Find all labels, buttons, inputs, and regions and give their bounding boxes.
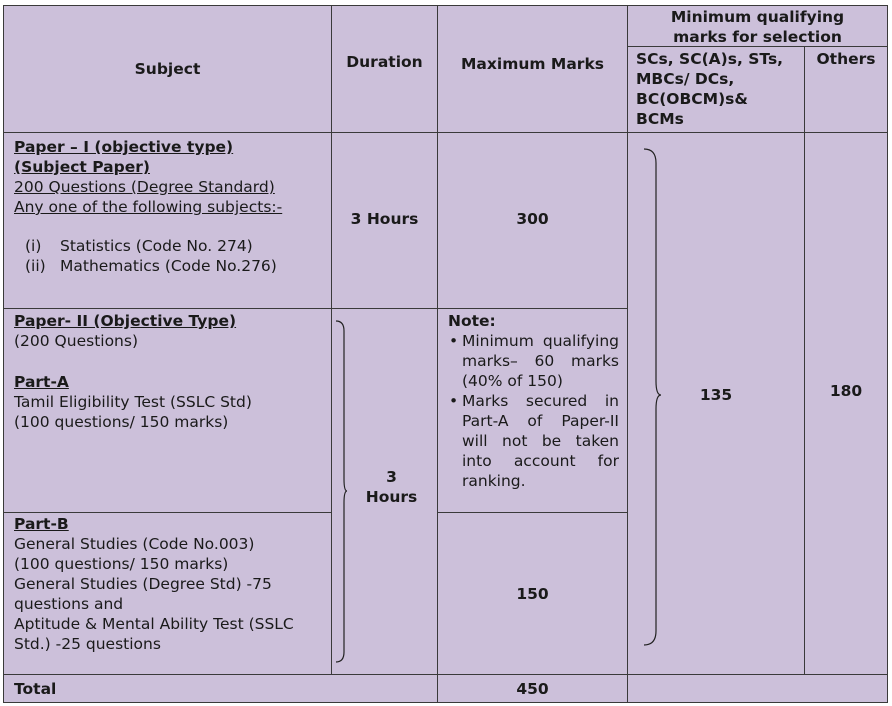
paper1-questions: 200 Questions (Degree Standard) <box>14 178 275 196</box>
subject-name: Statistics (Code No. 274) <box>60 237 253 255</box>
paper1-subject-item <box>14 256 325 276</box>
part-b-title: Part-B <box>14 515 69 533</box>
min-marks-others-value: 180 <box>829 382 863 400</box>
paper1-title: Paper – I (objective type) <box>14 138 234 156</box>
header-others <box>804 46 888 133</box>
subject-name: Mathematics (Code No.276) <box>60 257 277 275</box>
part-a-line1: Tamil Eligibility Test (SSLC Std) <box>14 393 252 411</box>
paper1-duration <box>331 132 438 309</box>
total-label-text: Total <box>14 680 57 698</box>
part-b-line1: General Studies (Code No.003) <box>14 535 255 553</box>
paper2-title: Paper- II (Objective Type) <box>14 312 237 330</box>
header-others-label: Others <box>816 50 876 68</box>
header-min-qualifying <box>627 5 888 47</box>
community-line3: BC(OBCM)s& <box>636 90 748 108</box>
part-b-line5: Aptitude & Mental Ability Test (SSLC <box>14 615 294 633</box>
min-marks-community-value: 135 <box>699 386 733 404</box>
part-b-line4: questions and <box>14 595 124 613</box>
community-line4: BCMs <box>636 110 684 128</box>
total-marks-value: 450 <box>516 679 549 698</box>
paper1-max-marks <box>437 132 628 309</box>
header-max-marks <box>437 5 628 133</box>
paper1-choose: Any one of the following subjects:- <box>14 198 283 216</box>
part-a-title: Part-A <box>14 373 69 391</box>
min-qual-line1: Minimum qualifying <box>670 8 845 26</box>
subject-num: (i) <box>25 237 42 255</box>
paper1-max-marks-value: 300 <box>516 209 549 228</box>
subject-num: (ii) <box>25 257 46 275</box>
min-marks-others <box>804 132 888 675</box>
paper1-subject-item <box>14 236 325 256</box>
header-duration <box>331 5 438 133</box>
community-line1: SCs, SC(A)s, STs, <box>636 50 784 68</box>
paper2-note <box>437 308 628 513</box>
paper2-duration <box>331 308 438 675</box>
part-b-line2: (100 questions/ 150 marks) <box>14 555 229 573</box>
header-max-marks-label: Maximum Marks <box>461 55 604 73</box>
note-list <box>448 331 619 491</box>
header-subject <box>3 5 332 133</box>
paper2-max-marks-value: 150 <box>516 584 549 603</box>
community-line2: MBCs/ DCs, <box>636 70 735 88</box>
paper2-max-marks <box>437 512 628 675</box>
total-label <box>3 674 438 703</box>
paper2-duration-line2: Hours <box>365 488 418 506</box>
note-item: • Marks secured in Part-A of Paper-II will not be taken into account for ranking. <box>462 391 619 491</box>
paper2-questions: (200 Questions) <box>14 332 139 350</box>
part-b-line6: Std.) -25 questions <box>14 635 161 653</box>
min-qual-line2: marks for selection <box>673 28 842 46</box>
note-label: Note: <box>448 312 496 330</box>
min-marks-community <box>627 132 805 675</box>
part-b-line3: General Studies (Degree Std) -75 <box>14 575 272 593</box>
paper2-part-a-subject <box>3 308 332 513</box>
paper1-subject <box>3 132 332 309</box>
header-duration-label: Duration <box>346 53 423 71</box>
part-a-line2: (100 questions/ 150 marks) <box>14 413 229 431</box>
total-empty <box>627 674 888 703</box>
header-community <box>627 46 805 133</box>
paper2-part-b-subject <box>3 512 332 675</box>
paper1-subtitle: (Subject Paper) <box>14 158 150 176</box>
note-item: • Minimum qualifying marks– 60 marks (40% of 150) <box>462 331 619 391</box>
paper2-duration-line1: 3 <box>386 468 397 486</box>
paper1-duration-value: 3 Hours <box>350 209 419 228</box>
header-subject-label: Subject <box>134 60 201 78</box>
total-marks <box>437 674 628 703</box>
